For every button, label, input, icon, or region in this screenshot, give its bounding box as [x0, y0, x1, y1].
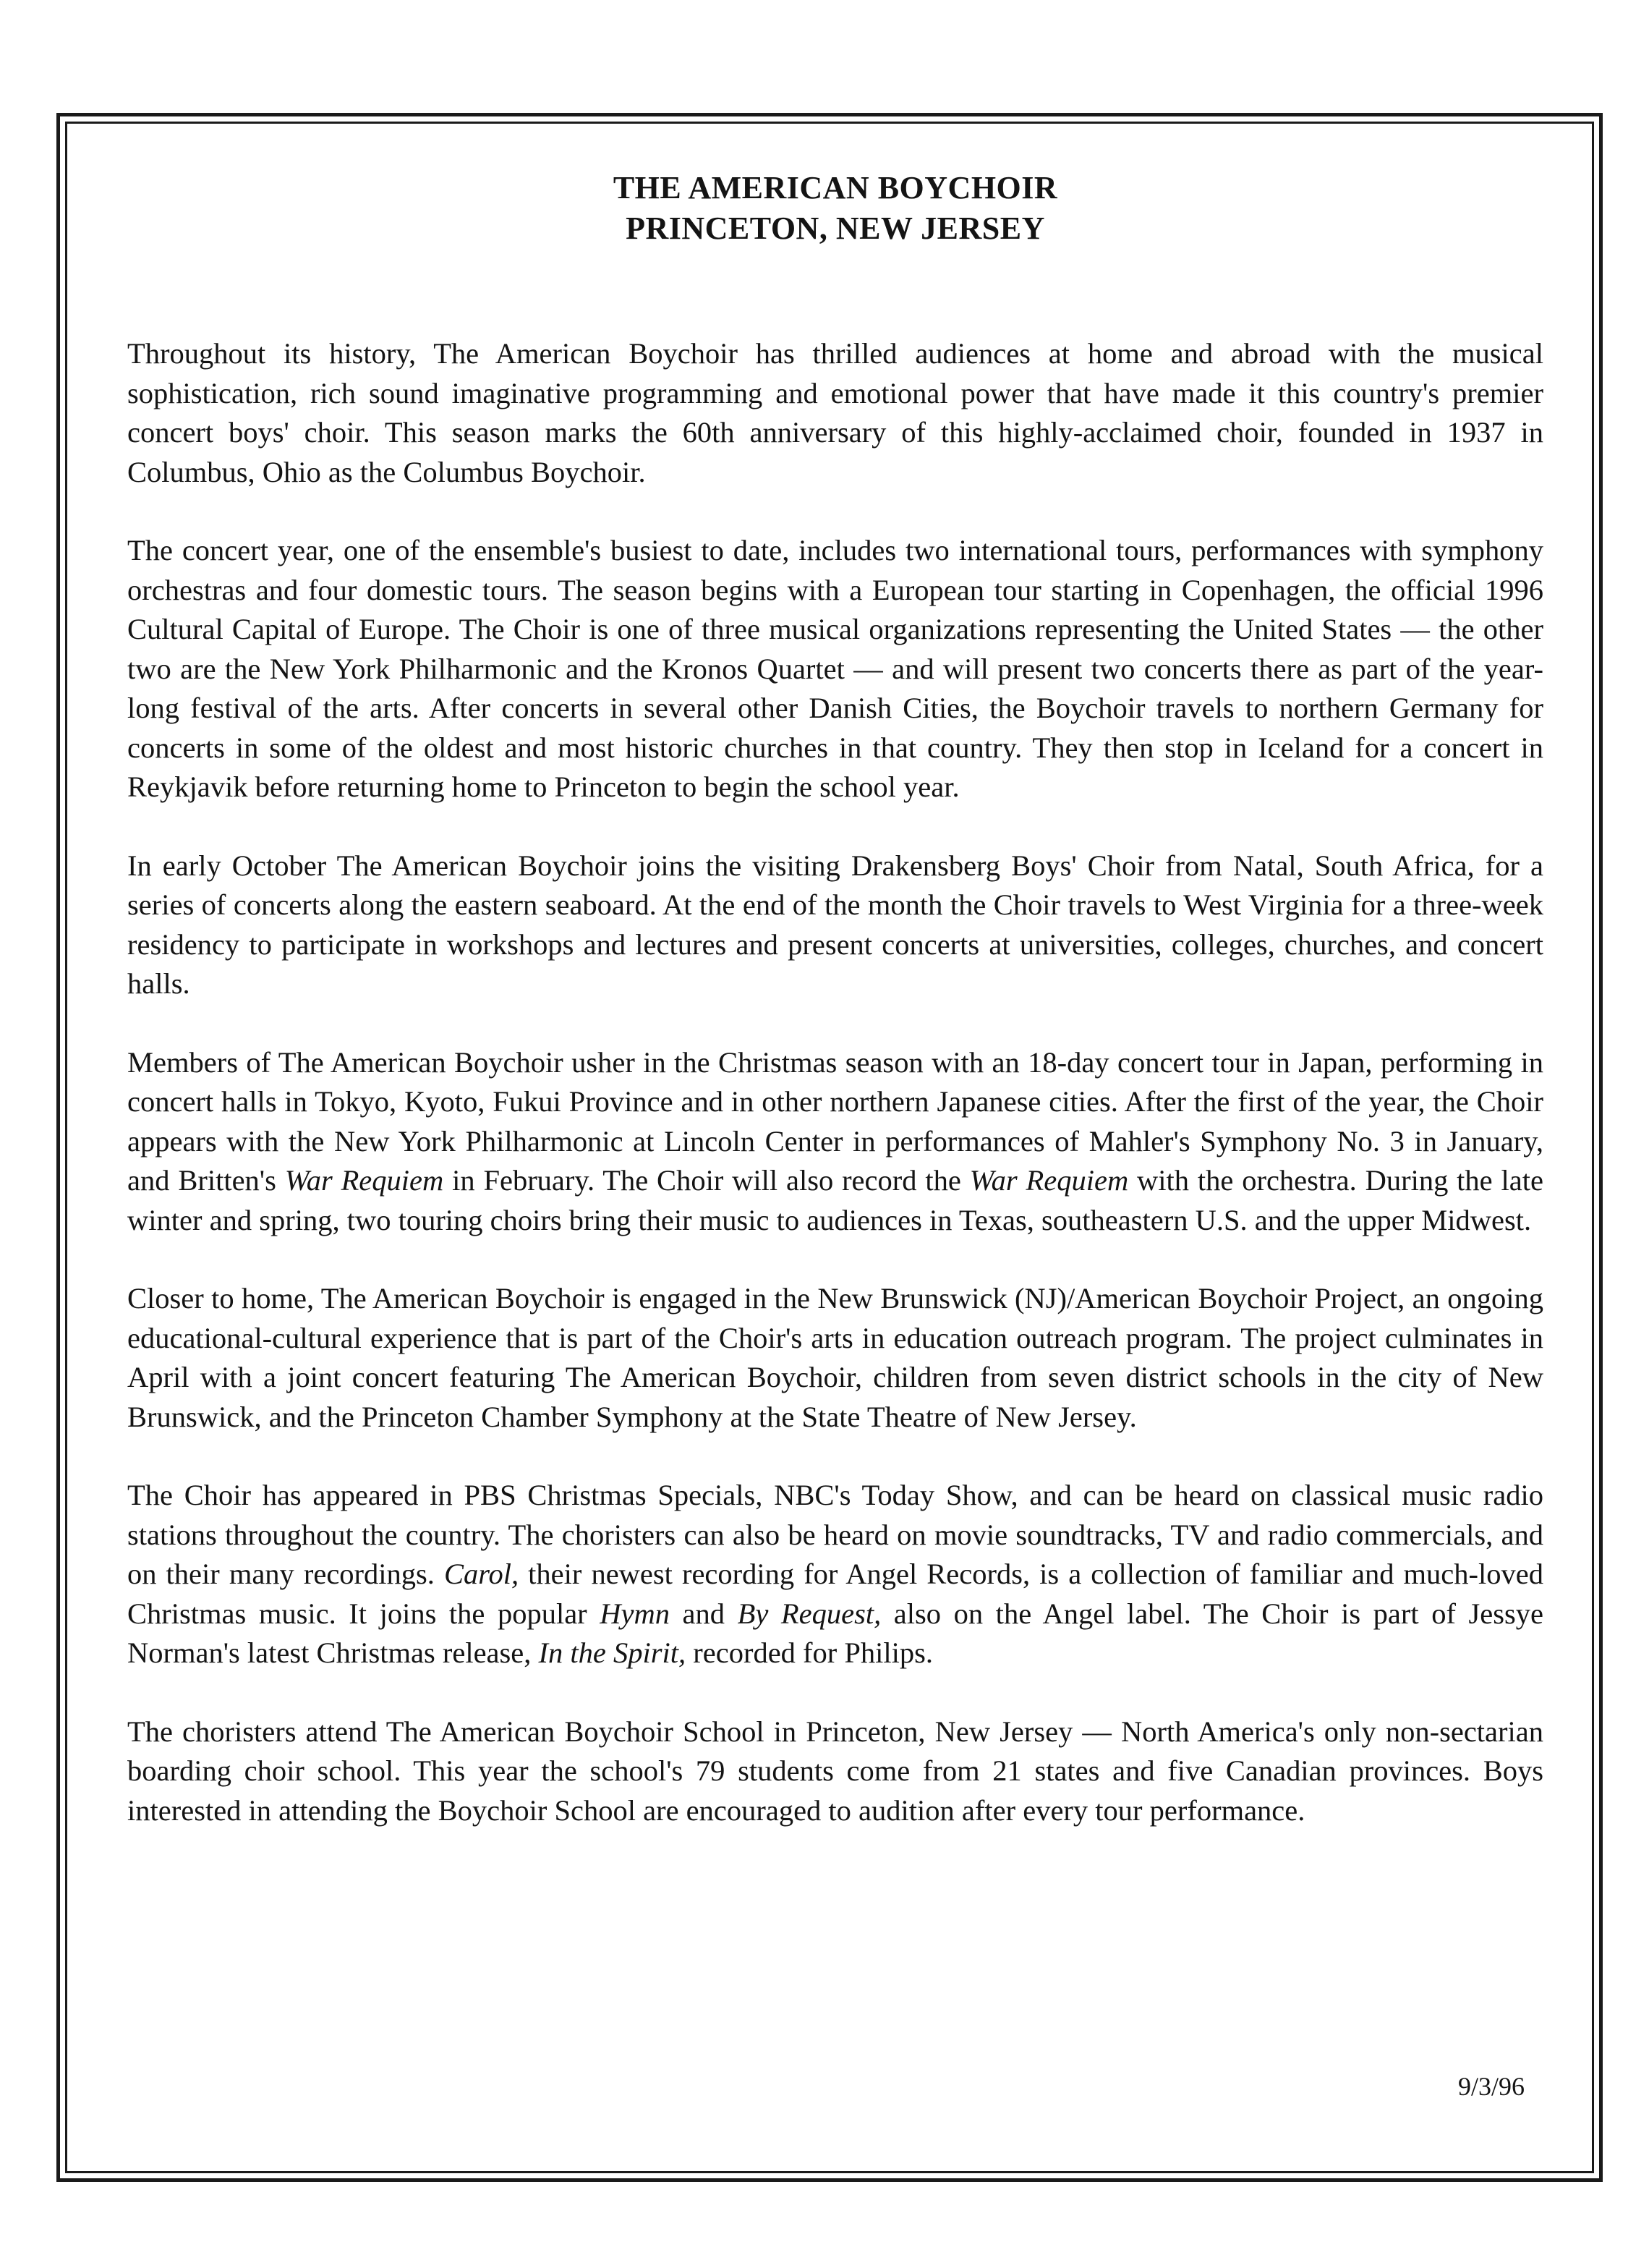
paragraph	[127, 846, 1543, 1004]
italic-title: War Requiem	[969, 1164, 1129, 1197]
paragraph-text: The choristers attend The American Boychoir School in Princeton, New Jersey — North America's only non-sectarian boarding choir school. This year the school's 79 students come from 21 states and five Canadian provinces. Boys interested in attending the Boychoir School are encouraged to audition after every tour performance.	[127, 1715, 1543, 1827]
title-line-2: PRINCETON, NEW JERSEY	[626, 211, 1045, 246]
paragraph-text: also on the Angel label. The Choir is part of Jessye Norman's latest Christmas release,	[127, 1597, 1543, 1669]
paragraph-list	[127, 334, 1543, 1830]
paragraph	[127, 531, 1543, 807]
paragraph-text: In early October The American Boychoir joins the visiting Drakensberg Boys' Choir from Natal, South Africa, for a series of concerts along the eastern seaboard. At the end of the month the Choir travels to West Virginia for a three-week residency to participate in workshops and lectures and present concerts at universities, colleges, churches, and concert halls.	[127, 849, 1543, 1000]
title-line-1: THE AMERICAN BOYCHOIR	[613, 170, 1058, 205]
paragraph-text: Throughout its history, The American Boychoir has thrilled audiences at home and abroad with the musical sophistication, rich sound imaginative programming and emotional power that have made it this country's premier concert boys' choir. This season marks the 60th anniversary of this highly-acclaimed choir, founded in 1937 in Columbus, Ohio as the Columbus Boychoir.	[127, 337, 1543, 488]
paragraph	[127, 334, 1543, 492]
paragraph	[127, 1043, 1543, 1241]
paragraph-text: their newest recording for Angel Records, is a collection of familiar and much-loved Christmas music. It joins the popular	[127, 1558, 1543, 1630]
document-title	[127, 168, 1543, 249]
italic-title: Carol,	[443, 1558, 519, 1590]
paragraph	[127, 1476, 1543, 1673]
paragraph	[127, 1712, 1543, 1831]
paragraph-text: Members of The American Boychoir usher in the Christmas season with an 18-day concert tour in Japan, performing in concert halls in Tokyo, Kyoto, Fukui Province and in other northern Japanese cities. After the first of the year, the Choir appears with the New York Philharmonic at Lincoln Center in performances of Mahler's Symphony No. 3 in January, and Britten's	[127, 1045, 1543, 1197]
paragraph-text: The concert year, one of the ensemble's busiest to date, includes two international tours, performances with symphony orchestras and four domestic tours. The season begins with a European tour starting in Copenhagen, the official 1996 Cultural Capital of Europe. The Choir is one of three musical organizations representing the United States — the other two are the New York Philharmonic and the Kronos Quartet — and will present two concerts there as part of the year-long festival of the arts. After concerts in several other Danish Cities, the Boychoir travels to northern Germany for concerts in some of the oldest and most historic churches in that country. They then stop in Iceland for a concert in Reykjavik before returning home to Princeton to begin the school year.	[127, 534, 1543, 803]
italic-title: Hymn	[600, 1597, 670, 1630]
document-date: 9/3/96	[1457, 2072, 1525, 2101]
document-body	[127, 168, 1543, 1869]
paragraph-text: The Choir has appeared in PBS Christmas Specials, NBC's Today Show, and can be heard on classical music radio stations throughout the country. The choristers can also be heard on movie soundtracks, TV and radio commercials, and on their many recordings.	[127, 1479, 1543, 1590]
paragraph	[127, 1279, 1543, 1437]
italic-title: In the Spirit,	[538, 1636, 686, 1669]
italic-title: By Request,	[737, 1597, 882, 1630]
paragraph-text: recorded for Philips.	[686, 1636, 934, 1669]
italic-title: War Requiem	[284, 1164, 444, 1197]
paragraph-text: Closer to home, The American Boychoir is engaged in the New Brunswick (NJ)/American Boychoir Project, an ongoing educational-cultural experience that is part of the Choir's arts in education outreach program. The project culminates in April with a joint concert featuring The American Boychoir, children from seven district schools in the city of New Brunswick, and the Princeton Chamber Symphony at the State Theatre of New Jersey.	[127, 1282, 1543, 1433]
paragraph-text: and	[669, 1597, 738, 1630]
paragraph-text: in February. The Choir will also record the	[443, 1164, 970, 1197]
paragraph-text: with the orchestra. During the late winter and spring, two touring choirs bring their music to audiences in Texas, southeastern U.S. and the upper Midwest.	[127, 1164, 1543, 1236]
